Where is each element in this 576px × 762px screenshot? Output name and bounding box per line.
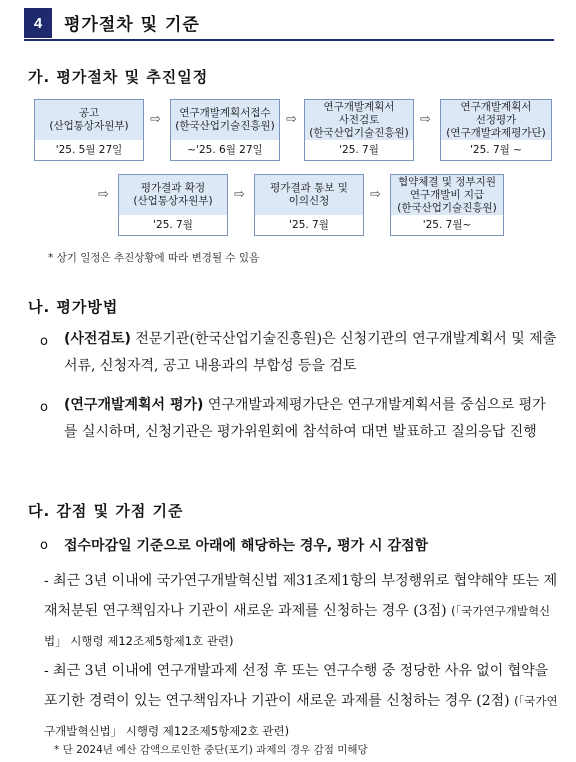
flow-step-7: 협약체결 및 정부지원 연구개발비 지급 (한국산업기술진흥원) [390,174,504,216]
arrow-icon: ⇨ [234,187,245,202]
page-title: 평가절차 및 기준 [64,15,200,35]
flow-step-6: 평가결과 통보 및 이의신청 [254,174,364,216]
section-da-title: 다. 감점 및 가점 기준 [28,502,184,520]
flow-step-5: 평가결과 확정 (산업통상자원부) [118,174,228,216]
flow-step-5-date: '25. 7월 [118,215,228,236]
flow-step-1-date: '25. 5월 27일 [34,140,144,161]
flow-step-3-date: '25. 7월 [304,140,414,161]
bullet-icon: o [40,538,48,553]
arrow-icon: ⇨ [286,112,297,127]
flow-step-2-date: ~'25. 6월 27일 [170,140,280,161]
arrow-icon: ⇨ [420,112,431,127]
method-item-plan-evaluation: (연구개발계획서 평가) 연구개발과제평가단은 연구개발계획서를 중심으로 평가를 실시하며, 신청기관은 평가위원회에 참석하여 대면 발표하고 질의응답 진행 [64,397,546,440]
footnote: * 단 2024년 예산 감액으로인한 중단(포기) 과제의 경우 감점 미해당 [54,744,368,756]
deduction-item-2: - 최근 3년 이내에 연구개발과제 선정 후 또는 연구수행 중 정당한 사유 없이 협약을 포기한 경력이 있는 연구책임자나 기관이 새로운 과제를 신청하는 경우 (2점) (「국가연구개발혁신법」 시행령 제12조제5항제2호 관련) [44,663,558,738]
flow-step-2: 연구개발계획서접수 (한국산업기술진흥원) [170,99,280,141]
section-ga-title: 가. 평가절차 및 추진일정 [28,68,209,86]
header-divider [24,39,554,41]
arrow-icon: ⇨ [98,187,109,202]
schedule-note: * 상기 일정은 추진상황에 따라 변경될 수 있음 [48,252,260,264]
arrow-icon: ⇨ [370,187,381,202]
deduction-item-1: - 최근 3년 이내에 국가연구개발혁신법 제31조제1항의 부정행위로 협약해약 또는 제재처분된 연구책임자나 기관이 새로운 과제를 신청하는 경우 (3점) (「국가연구개발혁신법」 시행령 제12조제5항제1호 관련) [44,573,558,648]
flow-step-6-date: '25. 7월 [254,215,364,236]
bullet-icon: o [40,334,48,349]
bullet-icon: o [40,400,48,415]
section-number-badge: 4 [24,8,52,38]
method-item-prereview: (사전검토) 전문기관(한국산업기술진흥원)은 신청기관의 연구개발계획서 및 제출서류, 신청자격, 공고 내용과의 부합성 등을 검토 [64,331,557,374]
flow-step-3: 연구개발계획서 사전검토 (한국산업기술진흥원) [304,99,414,141]
flow-step-4: 연구개발계획서 선정평가 (연구개발과제평가단) [440,99,552,141]
flow-step-4-date: '25. 7월 ~ [440,140,552,161]
deduction-lead: 접수마감일 기준으로 아래에 해당하는 경우, 평가 시 감점함 [64,538,429,554]
flow-step-7-date: '25. 7월~ [390,215,504,236]
flow-step-1: 공고 (산업통상자원부) [34,99,144,141]
section-na-title: 나. 평가방법 [28,298,119,316]
arrow-icon: ⇨ [150,112,161,127]
